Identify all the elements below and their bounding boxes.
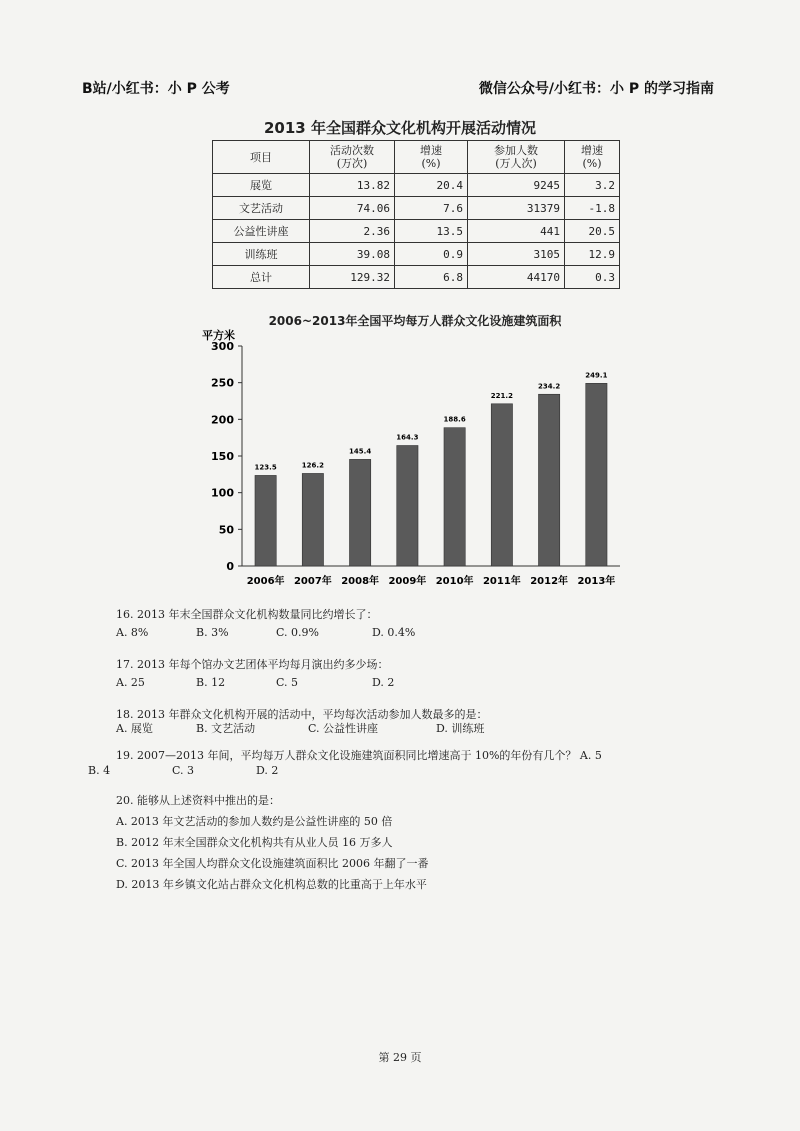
- bar-value-label: 126.2: [301, 461, 324, 470]
- table-cell: 0.9: [395, 243, 468, 266]
- table-row: [213, 266, 620, 289]
- answer-option: B. 12: [196, 676, 226, 689]
- answer-option: A. 2013 年文艺活动的参加人数约是公益性讲座的 50 倍: [116, 815, 393, 828]
- x-tick-label: 2008年: [341, 576, 380, 587]
- table-row: [213, 243, 620, 266]
- table-cell: 公益性讲座: [213, 220, 310, 243]
- question-stem: 19. 2007—2013 年间，平均每万人群众文化设施建筑面积同比增速高于 10%的年份有几个？ A. 5: [116, 749, 602, 762]
- answer-option: D. 2: [256, 764, 279, 777]
- y-tick-label: 50: [218, 523, 234, 537]
- question-stem: 20. 能够从上述资料中推出的是：: [116, 794, 280, 807]
- table-cell: 20.4: [395, 174, 468, 197]
- y-tick-label: 250: [211, 376, 234, 390]
- table-header-cell: 参加人数 (万人次): [468, 141, 565, 174]
- bar-value-label: 164.3: [396, 433, 419, 442]
- table-cell: 13.5: [395, 220, 468, 243]
- header-right: 微信公众号/小红书：小 P 的学习指南: [478, 81, 714, 97]
- answer-option: B. 3%: [196, 626, 229, 639]
- table-cell: 训练班: [213, 243, 310, 266]
- answer-option: B. 4: [88, 764, 111, 777]
- table-cell: 129.32: [310, 266, 395, 289]
- answer-option: D. 2013 年乡镇文化站占群众文化机构总数的比重高于上年水平: [116, 878, 427, 891]
- table-cell: 9245: [468, 174, 565, 197]
- x-tick-label: 2007年: [293, 576, 332, 587]
- x-tick-label: 2006年: [246, 576, 285, 587]
- answer-option: D. 训练班: [436, 722, 485, 735]
- table-cell: 44170: [468, 266, 565, 289]
- bar: [349, 459, 370, 566]
- table-header-cell: 活动次数 (万次): [310, 141, 395, 174]
- question-stem: 16. 2013 年末全国群众文化机构数量同比约增长了：: [116, 608, 378, 621]
- bar: [255, 475, 276, 566]
- x-tick-label: 2011年: [482, 576, 521, 587]
- table-cell: 3105: [468, 243, 565, 266]
- x-tick-label: 2010年: [435, 576, 474, 587]
- answer-option: C. 0.9%: [276, 626, 319, 639]
- bar-value-label: 234.2: [538, 382, 561, 391]
- x-tick-label: 2012年: [530, 576, 569, 587]
- table-row: [213, 197, 620, 220]
- table-row: [213, 220, 620, 243]
- table-cell: 39.08: [310, 243, 395, 266]
- y-tick-label: 300: [211, 340, 234, 353]
- bar: [491, 404, 512, 566]
- bar-value-label: 188.6: [443, 415, 466, 424]
- answer-option: C. 公益性讲座: [308, 722, 379, 735]
- answer-option: C. 5: [276, 676, 299, 689]
- table-cell: 31379: [468, 197, 565, 220]
- bar-value-label: 123.5: [254, 463, 277, 472]
- activity-table: [212, 140, 620, 289]
- table-cell: 441: [468, 220, 565, 243]
- answer-option: C. 2013 年全国人均群众文化设施建筑面积比 2006 年翻了一番: [116, 857, 429, 870]
- bar: [538, 394, 559, 566]
- chart-title: 2006~2013年全国平均每万人群众文化设施建筑面积: [268, 314, 562, 328]
- table-header-row: [213, 141, 620, 174]
- table-cell: 74.06: [310, 197, 395, 220]
- bar: [586, 383, 607, 566]
- answer-option: D. 2: [372, 676, 395, 689]
- table-header-cell: 增速 (%): [395, 141, 468, 174]
- table-cell: 3.2: [565, 174, 620, 197]
- table-cell: 13.82: [310, 174, 395, 197]
- table-title: 2013 年全国群众文化机构开展活动情况: [264, 119, 536, 137]
- table-cell: 20.5: [565, 220, 620, 243]
- question-stem: 17. 2013 年每个馆办文艺团体平均每月演出约多少场：: [116, 658, 389, 671]
- answer-option: A. 展览: [116, 722, 153, 735]
- answer-option: C. 3: [172, 764, 195, 777]
- answer-option: A. 8%: [116, 626, 149, 639]
- bar-value-label: 145.4: [349, 447, 372, 456]
- table-header-cell: 增速 (%): [565, 141, 620, 174]
- page-number: 第 29 页: [378, 1051, 422, 1064]
- table-cell: 0.3: [565, 266, 620, 289]
- bar-value-label: 221.2: [490, 391, 513, 400]
- header-left: B站/小红书：小 P 公考: [82, 81, 230, 97]
- x-tick-label: 2013年: [577, 576, 616, 587]
- table-cell: 6.8: [395, 266, 468, 289]
- bar: [302, 473, 323, 566]
- table-cell: 7.6: [395, 197, 468, 220]
- table-cell: 2.36: [310, 220, 395, 243]
- y-tick-label: 200: [211, 413, 234, 427]
- table-cell: 总计: [213, 266, 310, 289]
- table-header-cell: 项目: [213, 141, 310, 174]
- chart-svg: [200, 312, 630, 597]
- table-cell: 文艺活动: [213, 197, 310, 220]
- bar: [444, 428, 465, 566]
- x-tick-label: 2009年: [388, 576, 427, 587]
- bar: [397, 446, 418, 566]
- y-tick-label: 100: [211, 486, 234, 500]
- y-tick-label: 150: [211, 450, 234, 463]
- bar-chart: [200, 312, 630, 597]
- table-row: [213, 174, 620, 197]
- answer-option: D. 0.4%: [372, 626, 416, 639]
- y-tick-label: 0: [226, 560, 234, 573]
- answer-option: B. 2012 年末全国群众文化机构共有从业人员 16 万多人: [116, 836, 393, 849]
- question-stem: 18. 2013 年群众文化机构开展的活动中，平均每次活动参加人数最多的是：: [116, 708, 488, 721]
- answer-option: A. 25: [116, 676, 145, 689]
- answer-option: B. 文艺活动: [196, 722, 256, 735]
- y-axis-label: 平方米: [202, 329, 235, 342]
- bar-value-label: 249.1: [585, 371, 608, 380]
- table-cell: -1.8: [565, 197, 620, 220]
- table-cell: 12.9: [565, 243, 620, 266]
- table-cell: 展览: [213, 174, 310, 197]
